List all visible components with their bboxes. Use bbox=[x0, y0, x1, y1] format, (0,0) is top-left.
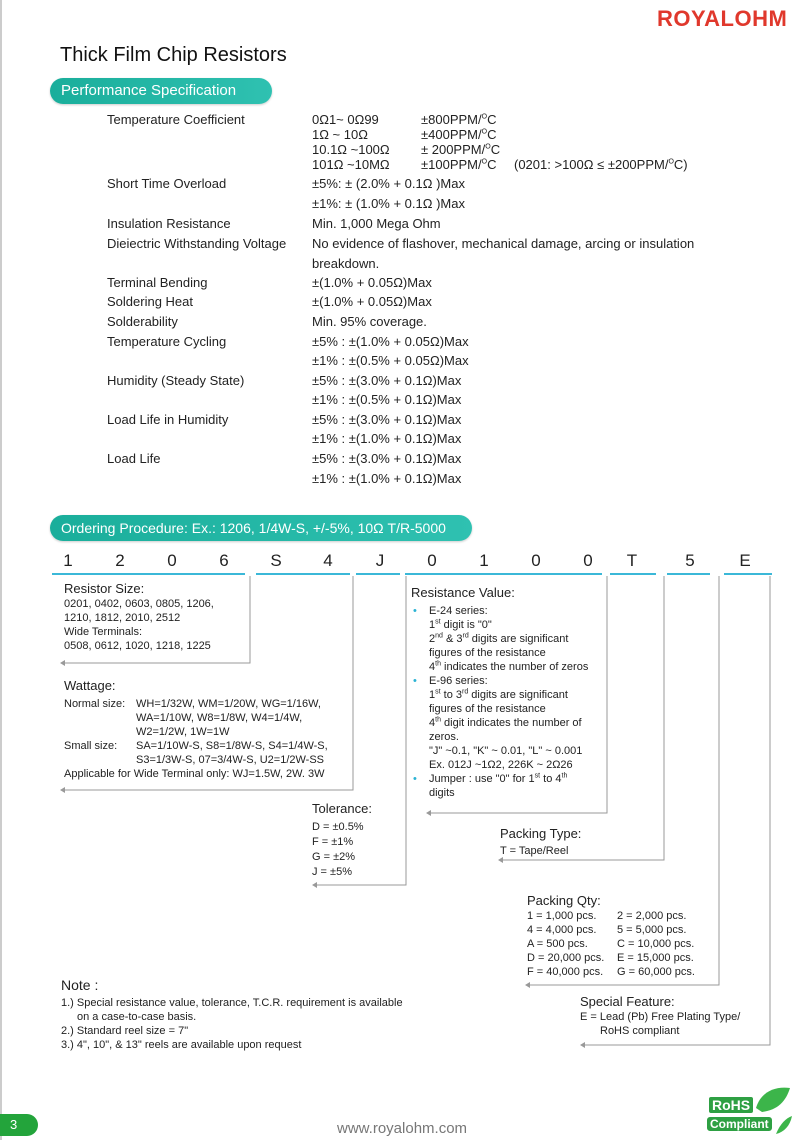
tolerance-item: G = ±2% bbox=[312, 851, 356, 863]
res-line: digits bbox=[429, 787, 455, 799]
wattage-line: S3=1/3W-S, 07=3/4W-S, U2=1/2W-SS bbox=[136, 754, 325, 766]
bullet-icon: • bbox=[413, 605, 417, 617]
spec-value: ±1%: ± (1.0% + 0.1Ω )Max bbox=[312, 196, 465, 211]
spec-value: ±5% : ±(1.0% + 0.05Ω)Max bbox=[312, 334, 469, 349]
res-line: • Jumper : use "0" for 1st to 4th bbox=[413, 772, 568, 785]
packing-qty-block bbox=[527, 893, 695, 979]
brand-logo: ROYALOHM bbox=[657, 6, 788, 31]
res-line: E-96 series: bbox=[429, 675, 488, 687]
spec-label: Load Life bbox=[107, 451, 161, 466]
code-char: 1 bbox=[63, 551, 73, 570]
spec-label: Solderability bbox=[107, 314, 178, 329]
spec-label: Dieiectric Withstanding Voltage bbox=[107, 236, 287, 251]
notes-block bbox=[61, 977, 403, 1052]
spec-label: Temperature Cycling bbox=[107, 334, 227, 349]
wattage-line: SA=1/10W-S, S8=1/8W-S, S4=1/4W-S, bbox=[136, 740, 328, 752]
res-line: 1st digit is "0" bbox=[429, 618, 492, 631]
note-item: on a case-to-case basis. bbox=[77, 1011, 197, 1023]
code-char: 2 bbox=[115, 551, 125, 570]
note-item: 1.) Special resistance value, tolerance, T.C.R. requirement is available bbox=[61, 997, 403, 1009]
spec-value: No evidence of flashover, mechanical damage, arcing or insulation bbox=[312, 236, 695, 251]
code-char: S bbox=[270, 551, 282, 570]
spec-value: ±1% : ±(1.0% + 0.1Ω)Max bbox=[312, 431, 462, 446]
spec-value: ±5% : ±(3.0% + 0.1Ω)Max bbox=[312, 412, 462, 427]
code-char: 0 bbox=[531, 551, 541, 570]
res-line: 4th digit indicates the number of bbox=[429, 716, 582, 729]
code-char: T bbox=[626, 551, 638, 570]
special-line: E = Lead (Pb) Free Plating Type/ bbox=[580, 1011, 741, 1023]
special-title: Special Feature: bbox=[580, 994, 675, 1009]
bullet-icon: • bbox=[413, 675, 417, 687]
spec-label: Humidity (Steady State) bbox=[107, 373, 245, 388]
spec-value: ±1% : ±(1.0% + 0.1Ω)Max bbox=[312, 471, 462, 486]
spec-label: Short Time Overload bbox=[107, 176, 227, 191]
size-title: Resistor Size: bbox=[64, 581, 145, 596]
code-char: 5 bbox=[685, 551, 695, 570]
tolerance-item: J = ±5% bbox=[312, 866, 352, 878]
packing-qty-item: F = 40,000 pcs. bbox=[527, 966, 604, 978]
spec-value: ±(1.0% + 0.05Ω)Max bbox=[312, 294, 432, 309]
packing-qty-title: Packing Qty: bbox=[527, 893, 601, 908]
tc-value: ±100PPM/$^O$C bbox=[421, 157, 497, 172]
tc-note: (0201: >100Ω ≤ ±200PPM/$^O$C) bbox=[514, 157, 688, 172]
compliant-text: Compliant bbox=[706, 1116, 773, 1132]
wattage-line: WH=1/32W, WM=1/20W, WG=1/16W, bbox=[136, 698, 321, 710]
packing-qty-col bbox=[617, 909, 695, 979]
packing-qty-item: 5 = 5,000 pcs. bbox=[617, 924, 687, 936]
tc-range: 10.1Ω ~100Ω bbox=[312, 142, 390, 157]
notes-title: Note : bbox=[61, 977, 99, 993]
performance-heading: Performance Specification bbox=[50, 78, 272, 104]
tc-value: ± 200PPM/$^O$C bbox=[421, 142, 501, 157]
packing-qty-item: A = 500 pcs. bbox=[527, 938, 588, 950]
res-line: figures of the resistance bbox=[429, 647, 546, 659]
code-char: 0 bbox=[583, 551, 593, 570]
special-line: RoHS compliant bbox=[600, 1025, 680, 1037]
spec-label: Load Life in Humidity bbox=[107, 412, 229, 427]
size-line: Wide Terminals: bbox=[64, 626, 143, 638]
spec-value: Min. 95% coverage. bbox=[312, 314, 427, 329]
packing-qty-item: G = 60,000 pcs. bbox=[617, 966, 695, 978]
wattage-block bbox=[64, 678, 328, 781]
rohs-badge bbox=[706, 1086, 792, 1136]
code-char: 6 bbox=[219, 551, 229, 570]
spec-value: ±5%: ± (2.0% + 0.1Ω )Max bbox=[312, 176, 465, 191]
packing-qty-item: E = 15,000 pcs. bbox=[617, 952, 694, 964]
code-char: E bbox=[739, 551, 751, 570]
res-line: Ex. 012J ~1Ω2, 226K ~ 2Ω26 bbox=[429, 759, 573, 771]
tc-range: 101Ω ~10MΩ bbox=[312, 157, 390, 172]
tolerance-item: D = ±0.5% bbox=[312, 821, 364, 833]
normal-size-label: Normal size: bbox=[64, 698, 126, 710]
size-line: 0201, 0402, 0603, 0805, 1206, bbox=[64, 598, 214, 610]
res-line: "J" ~0.1, "K" ~ 0.01, "L" ~ 0.001 bbox=[429, 745, 583, 757]
size-line: 1210, 1812, 2010, 2512 bbox=[64, 612, 181, 624]
res-line: E-24 series: bbox=[429, 605, 488, 617]
page-number: 3 bbox=[0, 1114, 38, 1136]
special-feature-block bbox=[580, 994, 740, 1038]
code-char: J bbox=[375, 551, 385, 570]
packing-qty-item: 4 = 4,000 pcs. bbox=[527, 924, 597, 936]
resistance-title: Resistance Value: bbox=[411, 585, 515, 600]
wattage-line: W2=1/2W, 1W=1W bbox=[136, 726, 230, 738]
tc-range: 0Ω1~ 0Ω99 bbox=[312, 112, 379, 127]
small-size-label: Small size: bbox=[64, 740, 118, 752]
tc-range: 1Ω ~ 10Ω bbox=[312, 127, 368, 142]
packing-qty-item: 1 = 1,000 pcs. bbox=[527, 910, 597, 922]
res-line: 4th indicates the number of zeros bbox=[429, 660, 589, 673]
rohs-text: RoHS bbox=[708, 1096, 754, 1114]
wattage-title: Wattage: bbox=[64, 678, 116, 693]
res-line: figures of the resistance bbox=[429, 703, 546, 715]
resistance-block bbox=[411, 585, 588, 800]
resistor-size-block bbox=[64, 581, 214, 653]
packing-qty-item: D = 20,000 pcs. bbox=[527, 952, 605, 964]
spec-value: ±5% : ±(3.0% + 0.1Ω)Max bbox=[312, 373, 462, 388]
packing-type-block bbox=[500, 826, 581, 858]
packing-type-title: Packing Type: bbox=[500, 826, 582, 841]
bullet-icon: • bbox=[413, 773, 417, 785]
spec-value: Min. 1,000 Mega Ohm bbox=[312, 216, 441, 231]
website-url[interactable]: www.royalohm.com bbox=[337, 1120, 468, 1137]
ordering-heading: Ordering Procedure: Ex.: 1206, 1/4W-S, +/-5%, 10Ω T/R-5000 bbox=[50, 515, 472, 541]
wattage-line: WA=1/10W, W8=1/8W, W4=1/4W, bbox=[136, 712, 303, 724]
spec-value: ±1% : ±(0.5% + 0.05Ω)Max bbox=[312, 353, 469, 368]
spec-label: Temperature Coefficient bbox=[107, 112, 245, 127]
packing-qty-item: 2 = 2,000 pcs. bbox=[617, 910, 687, 922]
spec-value: ±5% : ±(3.0% + 0.1Ω)Max bbox=[312, 451, 462, 466]
packing-qty-col bbox=[527, 909, 613, 979]
size-line: 0508, 0612, 1020, 1218, 1225 bbox=[64, 640, 211, 652]
note-item: 3.) 4", 10", & 13" reels are available upon request bbox=[61, 1039, 302, 1051]
note-item: 2.) Standard reel size = 7" bbox=[61, 1025, 189, 1037]
res-line: zeros. bbox=[429, 731, 459, 743]
tolerance-title: Tolerance: bbox=[312, 801, 372, 816]
spec-label: Insulation Resistance bbox=[107, 216, 231, 231]
tc-value: ±800PPM/$^O$C bbox=[421, 112, 497, 127]
res-line: 1st to 3rd digits are significant bbox=[429, 688, 568, 701]
page-title: Thick Film Chip Resistors bbox=[60, 44, 287, 66]
spec-value: breakdown. bbox=[312, 256, 380, 271]
code-char: 0 bbox=[427, 551, 437, 570]
tc-value: ±400PPM/$^O$C bbox=[421, 127, 497, 142]
tolerance-block bbox=[312, 801, 372, 880]
spec-label: Soldering Heat bbox=[107, 294, 193, 309]
code-char: 0 bbox=[167, 551, 177, 570]
code-char: 1 bbox=[479, 551, 489, 570]
res-line: 2nd & 3rd digits are significant bbox=[429, 632, 569, 645]
packing-qty-item: C = 10,000 pcs. bbox=[617, 938, 695, 950]
spec-label: Terminal Bending bbox=[107, 275, 208, 290]
code-char: 4 bbox=[323, 551, 333, 570]
spec-value: ±(1.0% + 0.05Ω)Max bbox=[312, 275, 432, 290]
spec-value: ±1% : ±(0.5% + 0.1Ω)Max bbox=[312, 392, 462, 407]
wattage-line: Applicable for Wide Terminal only: WJ=1.5W, 2W. 3W bbox=[64, 768, 325, 780]
packing-type-item: T = Tape/Reel bbox=[500, 845, 569, 857]
tolerance-item: F = ±1% bbox=[312, 836, 354, 848]
